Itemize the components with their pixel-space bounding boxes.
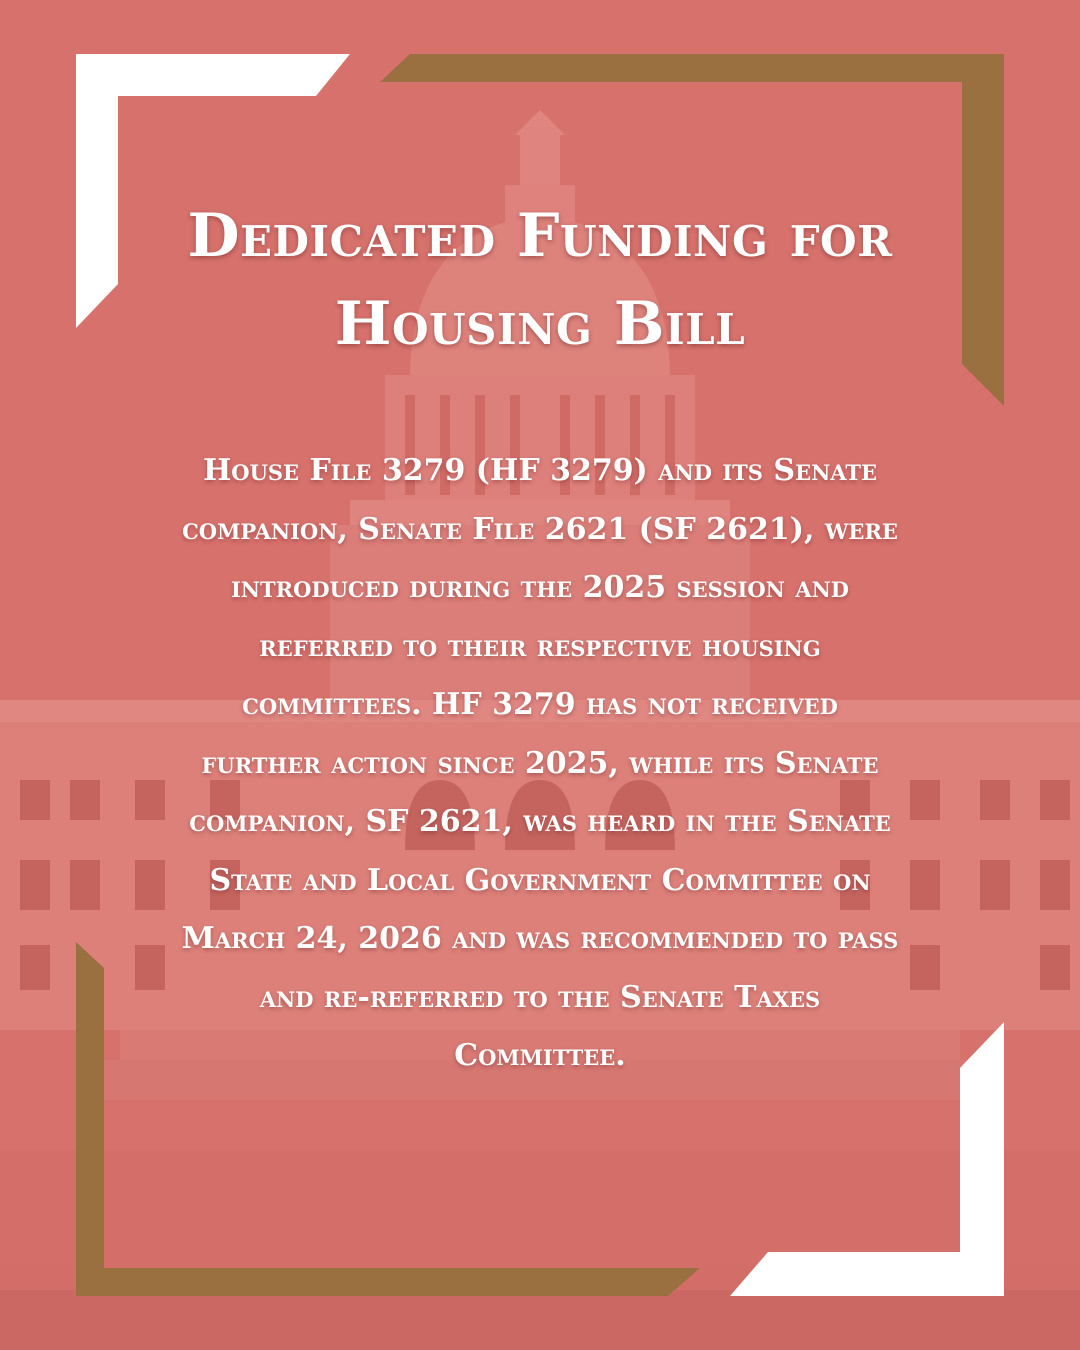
- page-title: Dedicated Funding for Housing Bill: [187, 201, 893, 359]
- bill-summary-paragraph: House File 3279 (HF 3279) and its Senate companion, Senate File 2621 (SF 2621), were introduced during the 2025 session and referred to their respective housing committees. HF 3279 has not received further action since 2025, while its Senate companion, SF 2621, was heard in the Senate State and Local Government Committee on March 24, 2026 and was recommended to pass and re-referred to the Senate Taxes Committee.: [181, 453, 899, 1073]
